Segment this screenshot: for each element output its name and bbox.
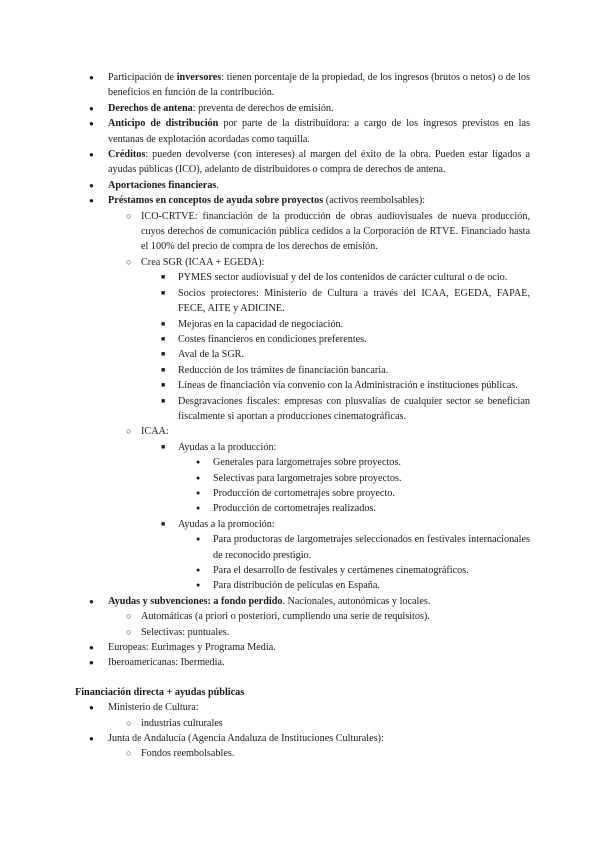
list-item: ● Ayudas y subvenciones: a fondo perdido. Nacionales, autonómicas y locales. ○ Automáticas (a priori o posteriori, cumpliendo una serie de requisitos). ○ Selectivas: puntuales. bbox=[75, 594, 530, 640]
produccion-sublist bbox=[178, 455, 530, 517]
direct-financing-list bbox=[75, 700, 530, 762]
list-item: ○ Automáticas (a priori o posteriori, cumpliendo una serie de requisitos). bbox=[108, 609, 530, 624]
financing-list bbox=[75, 70, 530, 671]
list-item: ● Participación de inversores: tienen porcentaje de la propiedad, de los ingresos (brutos o netos) o de los beneficios en función de la contribución. bbox=[75, 70, 530, 101]
list-item: ■ PYMES sector audiovisual y del de los contenidos de carácter cultural o de ocio. bbox=[141, 270, 530, 285]
icaa-sublist bbox=[141, 440, 530, 594]
list-item: ○ industrias culturales bbox=[108, 716, 530, 731]
prestamos-sublist bbox=[108, 209, 530, 594]
section-heading: Financiación directa + ayudas públicas bbox=[75, 686, 245, 698]
list-item: ● Para productoras de largometrajes seleccionados en festivales internacionales de reconocido prestigio. bbox=[178, 532, 530, 563]
list-item: ● Para el desarrollo de festivales y certámenes cinematográficos. bbox=[178, 563, 530, 578]
list-item: ● Aportaciones financieras. bbox=[75, 178, 530, 193]
list-item: ■ Aval de la SGR. bbox=[141, 347, 530, 362]
list-item: ■ Mejoras en la capacidad de negociación. bbox=[141, 317, 530, 332]
list-item: ● Junta de Andalucía (Agencia Andaluza de Instituciones Culturales): ○ Fondos reembolsables. bbox=[75, 731, 530, 762]
list-item: ● Anticipo de distribución por parte de la distribuidora: a cargo de los ingresos previstos en las ventanas de explotación acordadas como taquilla. bbox=[75, 116, 530, 147]
list-item: ● Generales para largometrajes sobre proyectos. bbox=[178, 455, 530, 470]
list-item: ● Producción de cortometrajes realizados. bbox=[178, 501, 530, 516]
ministerio-sublist bbox=[108, 716, 530, 731]
list-item: ○ Fondos reembolsables. bbox=[108, 746, 530, 761]
list-item: ○ Selectivas: puntuales. bbox=[108, 625, 530, 640]
junta-sublist bbox=[108, 746, 530, 761]
crea-sublist bbox=[141, 270, 530, 424]
ayudas-sublist bbox=[108, 609, 530, 640]
list-item: ● Derechos de antena: preventa de derechos de emisión. bbox=[75, 101, 530, 116]
list-item: ■ Líneas de financiación vía convenio con la Administración e instituciones públicas. bbox=[141, 378, 530, 393]
list-item: ■ Ayudas a la producción: ● Generales para largometrajes sobre proyectos. ● Selectivas para largometrajes sobre proyectos. ● Producción de cortometrajes sobre proyecto. ● Producción de cortometrajes realizados. bbox=[141, 440, 530, 517]
list-item: ○ ICAA: ■ Ayudas a la producción: ● Generales para largometrajes sobre proyectos. ● Selectivas para largometrajes sobre proyectos. ● Producción de cortometrajes sobre proyecto. ● Producción de cortometrajes realizados. ■ Ayudas a la promoción: ● Para productoras de largometrajes seleccionados en festivales internacionales de reconocido prestigio. ● Para el desarrollo de festivales y certámenes cinematográficos. ● Para distribución de películas en España. bbox=[108, 424, 530, 593]
list-item: ■ Desgravaciones fiscales: empresas con plusvalías de cualquier sector se benefician fiscalmente si aportan a producciones cinematográficas. bbox=[141, 394, 530, 425]
list-item: ● Selectivas para largometrajes sobre proyectos. bbox=[178, 471, 530, 486]
list-item: ● Préstamos en conceptos de ayuda sobre proyectos (activos reembolsables): ○ ICO-CRTVE: financiación de la producción de obras audiovisuales de nueva producción, cuyos derechos de comunicación pública cedidos a la Corporación de RTVE. Financiado hasta el 100% del precio de compra de los derechos de emisión. ○ Crea SGR (ICAA + EGEDA): ■ PYMES sector audiovisual y del de los contenidos de carácter cultural o de ocio. ■ Socios protectores: Ministerio de Cultura a través del ICAA, EGEDA, FAPAE, FECE, AITE y ADICINE. ■ Mejoras en la capacidad de negociación. ■ Costes financieros en condiciones preferentes. ■ Aval de la SGR. ■ Reducción de los trámites de financiación bancaria. ■ Líneas de financiación vía convenio con la Administración e instituciones públicas. ■ Desgravaciones fiscales: empresas con plusvalías de cualquier sector se benefician fiscalmente si aportan a producciones cinematográficas. ○ ICAA: ■ Ayudas a la producción: ● Generales para largometrajes sobre proyectos. ● Selectivas para largometrajes sobre proyectos. ● Producción de cortometrajes sobre proyecto. ● Producción de cortometrajes realizados. ■ Ayudas a la promoción: ● Para productoras de largometrajes seleccionados en festivales internacionales de reconocido prestigio. ● Para el desarrollo de festivales y certámenes cinematográficos. ● Para distribución de películas en España. bbox=[75, 193, 530, 594]
list-item: ■ Reducción de los trámites de financiación bancaria. bbox=[141, 363, 530, 378]
promocion-sublist bbox=[178, 532, 530, 594]
list-item: ● Producción de cortometrajes sobre proyecto. bbox=[178, 486, 530, 501]
list-item: ● Iberoamericanas: Ibermedia. bbox=[75, 655, 530, 670]
list-item: ■ Socios protectores: Ministerio de Cultura a través del ICAA, EGEDA, FAPAE, FECE, AITE y ADICINE. bbox=[141, 286, 530, 317]
list-item: ■ Ayudas a la promoción: ● Para productoras de largometrajes seleccionados en festivales internacionales de reconocido prestigio. ● Para el desarrollo de festivales y certámenes cinematográficos. ● Para distribución de películas en España. bbox=[141, 517, 530, 594]
list-item: ■ Costes financieros en condiciones preferentes. bbox=[141, 332, 530, 347]
list-item: ● Europeas: Eurimages y Programa Media. bbox=[75, 640, 530, 655]
list-item: ● Ministerio de Cultura: ○ industrias culturales bbox=[75, 700, 530, 731]
list-item: ○ Crea SGR (ICAA + EGEDA): ■ PYMES sector audiovisual y del de los contenidos de carácter cultural o de ocio. ■ Socios protectores: Ministerio de Cultura a través del ICAA, EGEDA, FAPAE, FECE, AITE y ADICINE. ■ Mejoras en la capacidad de negociación. ■ Costes financieros en condiciones preferentes. ■ Aval de la SGR. ■ Reducción de los trámites de financiación bancaria. ■ Líneas de financiación vía convenio con la Administración e instituciones públicas. ■ Desgravaciones fiscales: empresas con plusvalías de cualquier sector se benefician fiscalmente si aportan a producciones cinematográficas. bbox=[108, 255, 530, 424]
list-item: ○ ICO-CRTVE: financiación de la producción de obras audiovisuales de nueva producción, cuyos derechos de comunicación pública cedidos a la Corporación de RTVE. Financiado hasta el 100% del precio de compra de los derechos de emisión. bbox=[108, 209, 530, 255]
list-item: ● Para distribución de películas en España. bbox=[178, 578, 530, 593]
list-item: ● Créditos: pueden devolverse (con intereses) al margen del éxito de la obra. Pueden estar ligados a ayudas públicas (ICO), adelanto de distribuidores o compra de derechos de antena. bbox=[75, 147, 530, 178]
